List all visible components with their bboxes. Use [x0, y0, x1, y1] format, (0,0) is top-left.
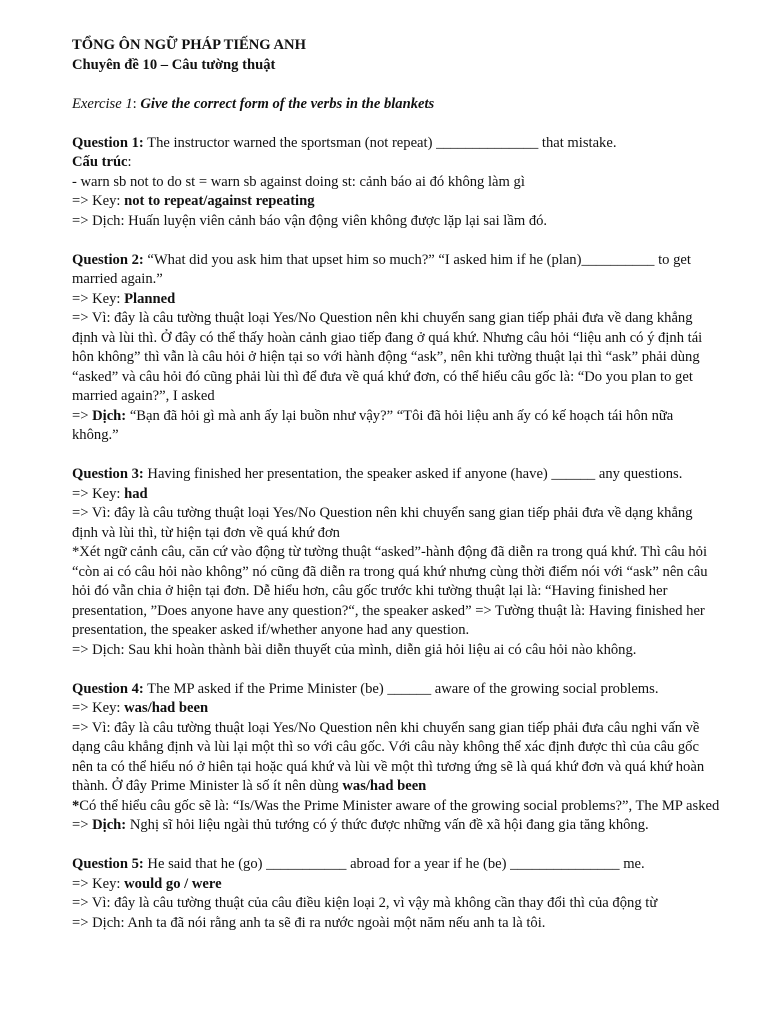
question-1-label: Question 1:	[72, 134, 144, 151]
question-1-structure-heading	[72, 153, 722, 173]
exercise-separator: :	[132, 95, 141, 112]
key-answer: would go / were	[124, 875, 222, 892]
spacer	[72, 231, 722, 251]
question-4-text: The MP asked if the Prime Minister (be) ______ aware of the growing social problems.	[143, 680, 659, 697]
question-4-reason	[72, 719, 722, 797]
question-2-reason: => Vì: đây là câu tường thuật loại Yes/No Question nên khi chuyển sang gian tiếp phải đưa về dang khẳng định và lùi thì. Ở đây có thể thấy hoàn cảnh giao tiếp đang ở quá khứ. Nhưng câu hỏi “liệu anh có ý định tái hôn không” thì vẫn là câu hỏi ở hiện tại so với hành động “ask”, nên khi tường thuật lại thì “ask” phải dùng “asked” và câu hỏi đó cũng phải lùi thì để đưa về quá khứ đơn, có thể hiểu câu gốc là: “Do you plan to get married again?”, I asked	[72, 310, 703, 404]
document-page	[72, 36, 722, 933]
spacer	[72, 114, 722, 134]
key-prefix: => Key:	[72, 290, 125, 307]
key-prefix: => Key:	[72, 700, 125, 716]
question-4-translation	[72, 816, 722, 836]
question-4-note	[72, 797, 722, 817]
question-2-label: Question 2:	[72, 251, 144, 268]
question-4-label: Question 4:	[72, 680, 144, 697]
exercise-instruction: Give the correct form of the verbs in the blankets	[140, 95, 435, 112]
key-answer: Planned	[124, 290, 176, 307]
reason-bold: was/had been	[342, 778, 427, 794]
question-2	[72, 251, 722, 290]
question-5-translation: => Dịch: Anh ta đã nói rằng anh ta sẽ đi ra nước ngoài một năm nếu anh ta là tôi.	[72, 914, 546, 931]
question-1	[72, 134, 722, 154]
question-5-reason: => Vì: đây là câu tường thuật của câu điều kiện loại 2, vì vậy mà không cần thay đổi thì của động từ	[72, 895, 658, 911]
translation-label: Dịch:	[92, 817, 127, 833]
spacer	[72, 660, 722, 680]
translation-prefix: =>	[72, 407, 93, 424]
question-2-translation	[72, 407, 722, 446]
question-5-text: He said that he (go) ___________ abroad for a year if he (be) _______________ me.	[143, 856, 645, 872]
document-subtitle: Chuyên đề 10 – Câu tường thuật	[72, 56, 276, 73]
spacer	[72, 75, 722, 95]
question-3-key	[72, 485, 722, 505]
question-4	[72, 680, 722, 700]
question-5-label: Question 5:	[72, 856, 144, 872]
question-3-note: *Xét ngữ cảnh câu, căn cứ vào động từ tường thuật “asked”-hành động đã diễn ra trong quá khứ. Thì câu hỏi “còn ai có câu hỏi nào không” nó cũng đã diễn ra trong quá khứ nhưng cùng thời điểm nói với “ask” nên câu hỏi đó vẫn chia ở hiện tại đơn. Dễ hiểu hơn, câu gốc trước khi tường thuật lại là: “Having finished her presentation, ”Does anyone have any question?“, the speaker asked” => Tường thuật là: Having finished her presentation, the speaker asked if/whether anyone had any question.	[72, 544, 708, 638]
key-prefix: => Key:	[72, 193, 125, 209]
translation-text: “Bạn đã hỏi gì mà anh ấy lại buồn như vậy?” “Tôi đã hỏi liệu anh ấy có kế hoạch tái hôn nữa không.”	[72, 407, 674, 443]
structure-colon: :	[127, 154, 132, 170]
exercise-label: Exercise 1	[72, 95, 133, 112]
question-1-text: The instructor warned the sportsman (not repeat) ______________ that mistake.	[143, 134, 617, 151]
question-5	[72, 855, 722, 875]
note-text: Có thể hiểu câu gốc sẽ là: “Is/Was the Prime Minister aware of the growing social problems?”, The MP asked	[79, 797, 720, 814]
translation-text: Nghị sĩ hỏi liệu ngài thủ tướng có ý thức được những vấn đề xã hội đang gia tăng không.	[126, 817, 649, 833]
spacer	[72, 836, 722, 856]
translation-label: Dịch:	[92, 407, 127, 424]
question-3-text: Having finished her presentation, the speaker asked if anyone (have) ______ any questions.	[143, 466, 683, 482]
question-4-key	[72, 699, 722, 719]
question-3	[72, 465, 722, 485]
question-2-key	[72, 290, 722, 310]
key-prefix: => Key:	[72, 875, 125, 892]
question-3-label: Question 3:	[72, 466, 144, 482]
question-1-structure: - warn sb not to do st = warn sb against doing st: cảnh báo ai đó không làm gì	[72, 173, 525, 190]
question-1-translation: => Dịch: Huấn luyện viên cảnh báo vận động viên không được lặp lại sai lầm đó.	[72, 212, 548, 229]
key-prefix: => Key:	[72, 485, 125, 502]
question-3-translation: => Dịch: Sau khi hoàn thành bài diễn thuyết của mình, diễn giả hỏi liệu ai có câu hỏi nào không.	[72, 641, 637, 658]
spacer	[72, 446, 722, 466]
document-title: TỔNG ÔN NGỮ PHÁP TIẾNG ANH	[72, 37, 306, 53]
question-2-text: “What did you ask him that upset him so much?” “I asked him if he (plan)__________ to get married again.”	[72, 251, 691, 287]
structure-label: Cấu trúc	[72, 154, 128, 170]
question-1-key	[72, 192, 722, 212]
key-answer: not to repeat/against repeating	[124, 193, 315, 209]
reason-text: => Vì: đây là câu tường thuật loại Yes/No Question nên khi chuyển sang gian tiếp phải đưa câu nghi vấn về dạng câu khẳng định và lùi lại một thì so với câu gốc. Với câu này không thể xác định được thì của câu gốc nên ta có thể hiểu nó ở hiên tại hoặc quá khứ và lùi về một thì tương ứng sẽ là quá khứ đơn và quá khứ hoàn thành. Ở đây Prime Minister là số ít nên dùng	[72, 719, 705, 794]
translation-prefix: =>	[72, 817, 93, 833]
question-5-key	[72, 875, 722, 895]
key-answer: had	[124, 485, 148, 502]
key-answer: was/had been	[124, 700, 209, 716]
exercise-heading	[72, 95, 722, 115]
question-3-reason: => Vì: đây là câu tường thuật loại Yes/No Question nên khi chuyển sang gian tiếp phải đưa về dạng khẳng định và lùi thì, từ hiện tại đơn về quá khứ đơn	[72, 505, 693, 541]
note-star: *	[72, 797, 80, 814]
